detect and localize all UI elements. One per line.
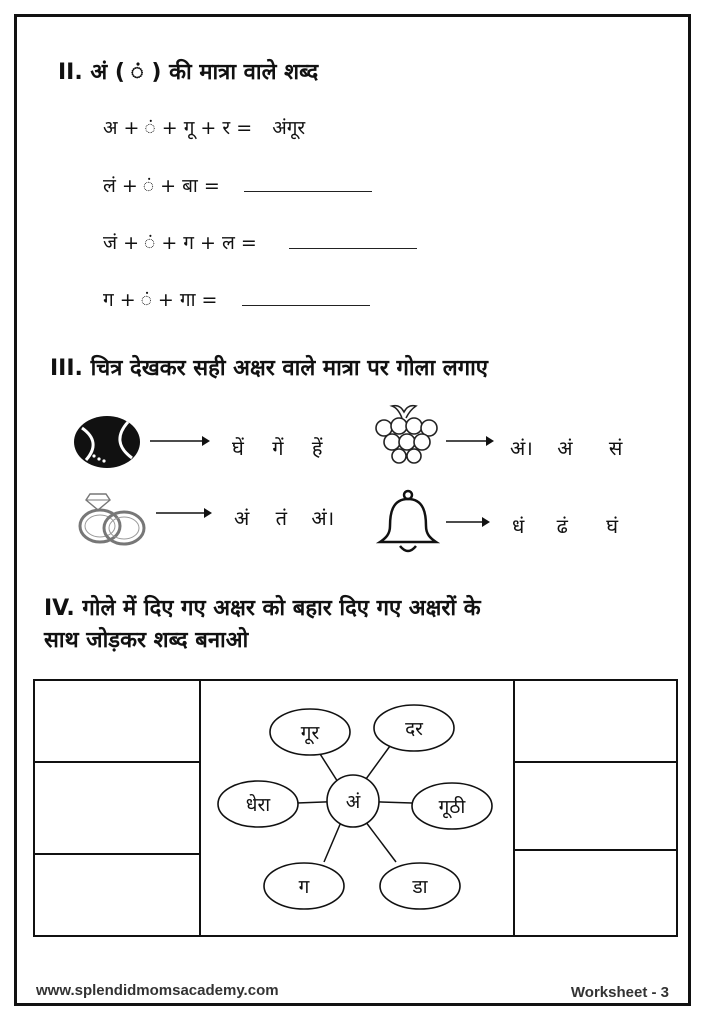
equation-expr: जं + ं + ग + ल = [103, 232, 257, 254]
answer-cell[interactable] [36, 856, 197, 934]
petal-label: ग [298, 876, 310, 898]
option[interactable]: अं [557, 436, 573, 460]
answer-blank[interactable] [289, 230, 417, 249]
footer-worksheet: Worksheet - 3 [570, 984, 669, 1001]
option[interactable]: घं [606, 514, 619, 538]
section2-heading: II. अं ( ं ) की मात्रा वाले शब्द [58, 60, 319, 85]
arrow-icon [446, 515, 490, 529]
answer-cell[interactable] [516, 764, 676, 848]
answer-cell[interactable] [516, 682, 676, 760]
options-ring [234, 504, 334, 531]
answer-cell[interactable] [36, 764, 197, 852]
options-bell [512, 512, 618, 539]
petal-label: डा [412, 876, 428, 898]
arrow-icon [156, 506, 212, 520]
petal-label: गूठी [438, 796, 466, 818]
ring-icon [76, 490, 148, 548]
equation-expr: लं + ं + बा = [103, 175, 220, 197]
equation-expr: ग + ं + गा = [103, 289, 218, 311]
petal-label: धेरा [245, 794, 271, 816]
answer-blank[interactable] [244, 173, 372, 192]
petal-label: दर [405, 718, 423, 740]
option[interactable]: अं। [311, 506, 335, 530]
options-grapes [510, 434, 622, 461]
equation-row-2 [103, 172, 372, 198]
answer-cell[interactable] [36, 682, 197, 760]
grid-divider [513, 679, 515, 937]
grapes-icon [372, 402, 440, 470]
ball-icon [72, 414, 142, 470]
option[interactable]: अं। [510, 436, 533, 460]
option[interactable]: हें [311, 436, 323, 460]
option[interactable]: धं [512, 514, 525, 538]
equation-answer: अंगूर [272, 117, 306, 139]
answer-cell[interactable] [516, 852, 676, 934]
petal-label: गूर [300, 722, 320, 744]
grid-divider [33, 853, 200, 855]
grid-divider [514, 761, 678, 763]
options-ball [232, 434, 322, 461]
grid-divider [33, 761, 200, 763]
option[interactable]: अं [234, 506, 250, 530]
option[interactable]: तं [275, 506, 288, 530]
section4-heading-line2: साथ जोड़कर शब्द बनाओ [44, 628, 249, 653]
footer-website[interactable]: www.splendidmomsacademy.com [36, 982, 279, 999]
equation-row-1 [103, 114, 305, 140]
grid-divider [514, 849, 678, 851]
option[interactable]: गें [272, 436, 284, 460]
arrow-icon [150, 434, 210, 448]
answer-blank[interactable] [242, 287, 370, 306]
bell-icon [376, 488, 440, 558]
center-label: अं [345, 791, 361, 813]
section3-heading: III. चित्र देखकर सही अक्षर वाले मात्रा पर गोला लगाए [50, 356, 488, 381]
section4-heading-line1: IV. गोले में दिए गए अक्षर को बहार दिए गए अक्षरों के [44, 596, 481, 621]
option[interactable]: ढं [556, 514, 568, 538]
equation-row-3 [103, 229, 417, 255]
option[interactable]: घें [232, 436, 244, 460]
spider-diagram [200, 680, 512, 936]
arrow-icon [446, 434, 494, 448]
equation-expr: अ + ं + गू + र = [103, 117, 253, 139]
option[interactable]: सं [608, 436, 623, 460]
equation-row-4 [103, 286, 370, 312]
